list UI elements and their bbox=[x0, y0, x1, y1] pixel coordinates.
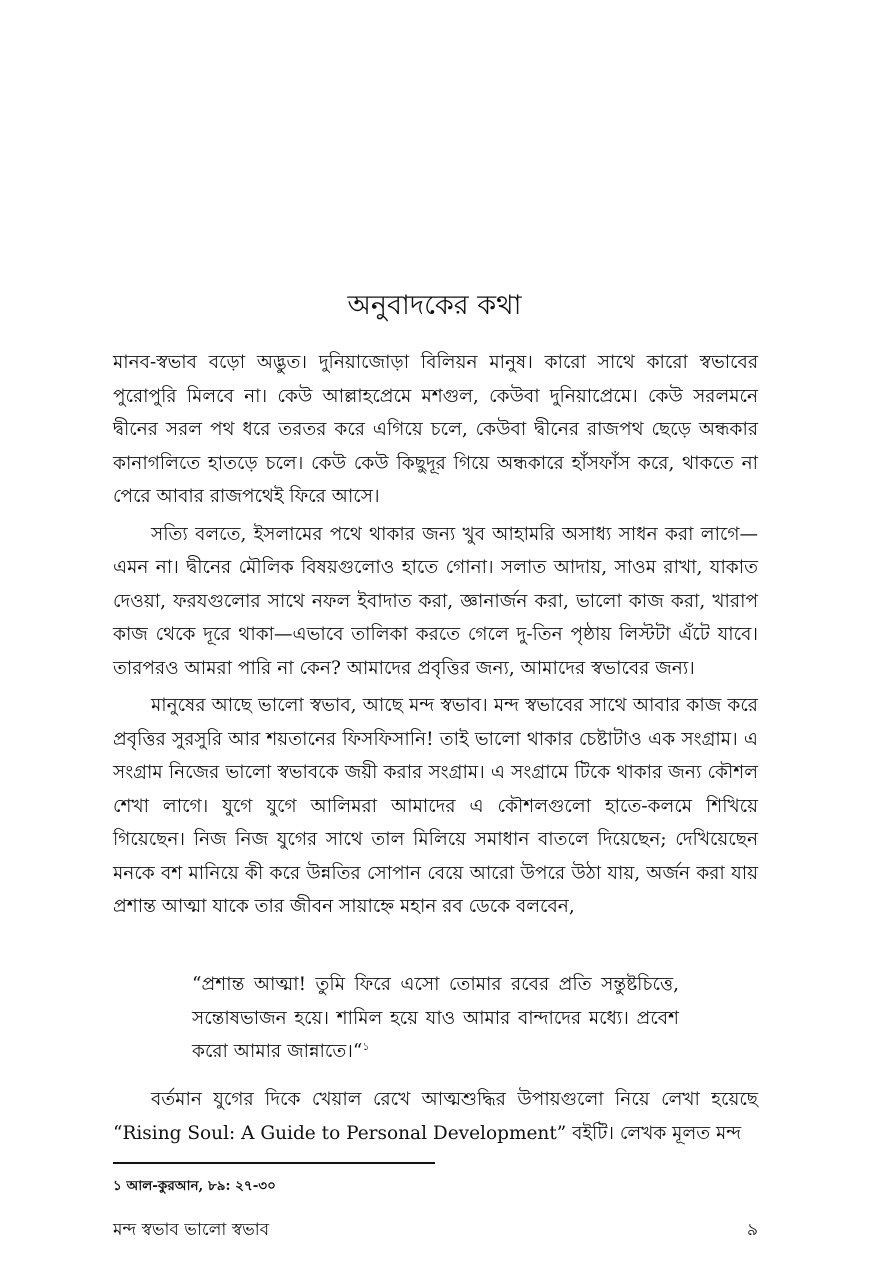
footnote-divider bbox=[113, 1162, 435, 1164]
paragraph-1: মানব-স্বভাব বড়ো অদ্ভুত। দুনিয়াজোড়া বিলিয়ন মানুষ। কারো সাথে কারো স্বভাবের পুরোপুরি মিলবে না। কেউ আল্লাহপ্রেমে মশগুল, কেউবা দুনিয়াপ্রেমে। কেউ সরলমনে দ্বীনের সরল পথ ধরে তরতর করে এগিয়ে চলে, কেউবা দ্বীনের রাজপথ ছেড়ে অন্ধকার কানাগলিতে হাতড়ে চলে। কেউ কেউ কিছুদূর গিয়ে অন্ধকারে হাঁসফাঁস করে, থাকতে না পেরে আবার রাজপথেই ফিরে আসে। bbox=[113, 352, 758, 507]
quote-text: “প্রশান্ত আত্মা! তুমি ফিরে এসো তোমার রবের প্রতি সন্তুষ্টচিত্তে, সন্তোষভাজন হয়ে। শামিল হয়ে যাও আমার বান্দাদের মধ্যে। প্রবেশ করো আমার জান্নাতে।“ bbox=[192, 974, 679, 1062]
running-footer-title: মন্দ স্বভাব ভালো স্বভাব bbox=[113, 1220, 270, 1240]
page-title: অনুবাদকের কথা bbox=[347, 290, 522, 321]
footnote-marker: ১ bbox=[362, 1039, 370, 1053]
closing-text bbox=[113, 1083, 758, 1150]
quote-paragraph bbox=[192, 968, 679, 1069]
block-quote bbox=[192, 968, 679, 1069]
page-number: ৯ bbox=[746, 1220, 758, 1240]
body-text bbox=[113, 346, 758, 924]
paragraph-4: বর্তমান যুগের দিকে খেয়াল রেখে আত্মশুদ্ধির উপায়গুলো নিয়ে লেখা হয়েছে “Rising Soul: A Guide to Personal Development” বইটি। লেখক মূলত মন্দ bbox=[113, 1089, 758, 1144]
paragraph-3: মানুষের আছে ভালো স্বভাব, আছে মন্দ স্বভাব। মন্দ স্বভাবের সাথে আবার কাজ করে প্রবৃত্তির সুরসুরি আর শয়তানের ফিসফিসানি! তাই ভালো থাকার চেষ্টাটাও এক সংগ্রাম। এ সংগ্রাম নিজের ভালো স্বভাবকে জয়ী করার সংগ্রাম। এ সংগ্রামে টিকে থাকার জন্য কৌশল শেখা লাগে। যুগে যুগে আলিমরা আমাদের এ কৌশলগুলো হাতে-কলমে শিখিয়ে গিয়েছেন। নিজ নিজ যুগের সাথে তাল মিলিয়ে সমাধান বাতলে দিয়েছেন; দেখিয়েছেন মনকে বশ মানিয়ে কী করে উন্নতির সোপান বেয়ে আরো উপরে উঠা যায়, অর্জন করা যায় প্রশান্ত আত্মা যাকে তার জীবন সায়াহ্নে মহান রব ডেকে বলবেন, bbox=[113, 695, 758, 917]
paragraph-2: সত্যি বলতে, ইসলামের পথে থাকার জন্য খুব আহামরি অসাধ্য সাধন করা লাগে—এমন না। দ্বীনের মৌলিক বিষয়গুলোও হাতে গোনা। সলাত আদায়, সাওম রাখা, যাকাত দেওয়া, ফরযগুলোর সাথে নফল ইবাদাত করা, জ্ঞানার্জন করা, ভালো কাজ করা, খারাপ কাজ থেকে দূরে থাকা—এভাবে তালিকা করতে গেলে দু-তিন পৃষ্ঠায় লিস্টটা এঁটে যাবে। তারপরও আমরা পারি না কেন? আমাদের প্রবৃত্তির জন্য, আমাদের স্বভাবের জন্য। bbox=[113, 523, 758, 679]
footnote: ১ আল-কুরআন, ৮৯: ২৭-৩০ bbox=[113, 1178, 276, 1194]
